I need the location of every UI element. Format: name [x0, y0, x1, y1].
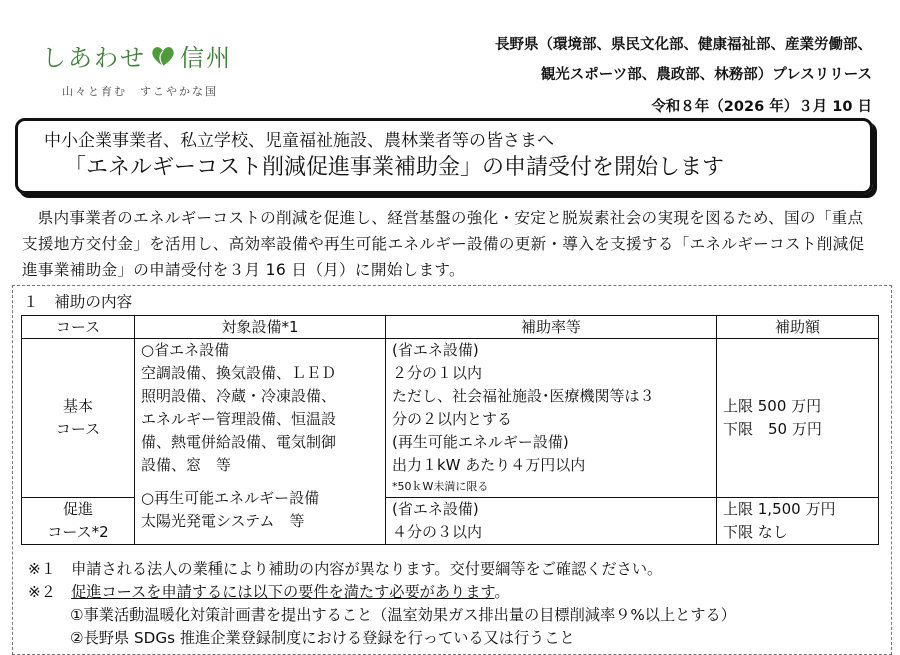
press-release-issuer	[495, 30, 872, 122]
rate-line: 分の２以内とする	[392, 410, 513, 428]
rate-promo	[386, 498, 717, 545]
amount-lower: 下限 50 万円	[723, 420, 822, 438]
amount-upper: 上限 1,500 万円	[723, 500, 836, 518]
footnotes	[28, 558, 878, 650]
equipment-eco-item: エネルギー管理設備、恒温設	[141, 410, 337, 428]
rate-line: ２分の１以内	[392, 364, 483, 382]
equipment-re-heading: ○再生可能エネルギー設備	[141, 489, 320, 507]
equipment-eco-item: 備、熱電併給設備、電気制御	[141, 433, 337, 451]
equipment-eco-item: 設備、窓 等	[141, 456, 232, 474]
logo-text-right: 信州	[180, 44, 232, 72]
course-basic-line1: 基本	[62, 397, 93, 415]
logo-wordmark	[42, 38, 262, 73]
rate-line: ただし、社会福祉施設･医療機関等は３	[392, 387, 655, 405]
header-equipment: 対象設備*1	[135, 316, 386, 339]
footnote-2-suffix: 。	[494, 583, 510, 601]
heart-icon	[150, 44, 176, 68]
rate-line: (省エネ設備)	[392, 341, 479, 359]
amount-basic	[717, 339, 879, 498]
subsidy-table	[21, 315, 879, 545]
equipment-cell	[135, 339, 386, 545]
footnote-2-prefix: ※２	[28, 583, 72, 601]
rate-line: (再生可能エネルギー設備)	[392, 433, 569, 451]
requirement-1: ①事業活動温暖化対策計画書を提出すること（温室効果ガス排出量の目標削減率９%以上とする）	[70, 606, 736, 624]
course-promo-line2: コース*2	[47, 523, 109, 541]
equipment-eco-item: 空調設備、換気設備、ＬＥＤ	[141, 364, 337, 382]
rate-note: *50ｋW未満に限る	[392, 480, 489, 493]
header-rate: 補助率等	[386, 316, 717, 339]
table-header-row	[22, 316, 879, 339]
page-title: 「エネルギーコスト削減促進事業補助金」の申請受付を開始します	[64, 155, 725, 180]
logo-text-left: しあわせ	[42, 44, 146, 72]
issuer-line-2: 観光スポーツ部、農政部、林務部）プレスリリース	[540, 67, 872, 83]
equipment-eco-heading: ○省エネ設備	[141, 341, 230, 359]
release-date: 令和８年（2026 年）３月 10 日	[651, 99, 872, 115]
amount-upper: 上限 500 万円	[723, 397, 822, 415]
rate-basic	[386, 339, 717, 498]
course-basic-line2: コース	[55, 420, 101, 438]
equipment-eco-item: 照明設備、冷蔵・冷凍設備、	[141, 387, 337, 405]
issuer-line-1: 長野県（環境部、県民文化部、健康福祉部、産業労働部、	[495, 37, 872, 53]
rate-line: 出力１kW あたり４万円以内	[392, 456, 586, 474]
table-row-basic	[22, 339, 879, 498]
footnote-1: ※１ 申請される法人の業種により補助の内容が異なります。交付要綱等をご確認ください。	[28, 560, 663, 578]
title-box	[15, 118, 873, 194]
logo-tagline: 山々と育む すこやかな国	[62, 85, 218, 98]
intro-paragraph: 県内事業者のエネルギーコストの削減を促進し、経営基盤の強化・安定と脱炭素社会の実現を図るため、国の「重点支援地方交付金」を活用し、高効率設備や再生可能エネルギー設備の更新・導入を支援する「エネルギーコスト削減促進事業補助金」の申請受付を３月 16 日（月）に開始します。	[22, 209, 865, 279]
course-basic	[22, 339, 135, 498]
requirement-2: ②長野県 SDGs 推進企業登録制度における登録を行っている又は行うこと	[70, 629, 575, 647]
amount-lower: 下限 なし	[723, 523, 788, 541]
course-promo	[22, 498, 135, 545]
rate-line: (省エネ設備)	[392, 500, 479, 518]
section-heading: １ 補助の内容	[23, 293, 133, 311]
equipment-re-item: 太陽光発電システム 等	[141, 512, 305, 530]
title-audience: 中小企業事業者、私立学校、児童福祉施設、農林業者等の皆さまへ	[44, 131, 554, 151]
header-course: コース	[22, 316, 135, 339]
amount-promo	[717, 498, 879, 545]
rate-line: ４分の３以内	[392, 523, 483, 541]
footnote-2-underlined: 促進コースを申請するには以下の要件を満たす必要があります	[71, 583, 495, 601]
footnote-2	[28, 581, 878, 604]
header-amount: 補助額	[717, 316, 879, 339]
shinshu-logo	[42, 38, 262, 99]
course-promo-line1: 促進	[62, 500, 93, 518]
